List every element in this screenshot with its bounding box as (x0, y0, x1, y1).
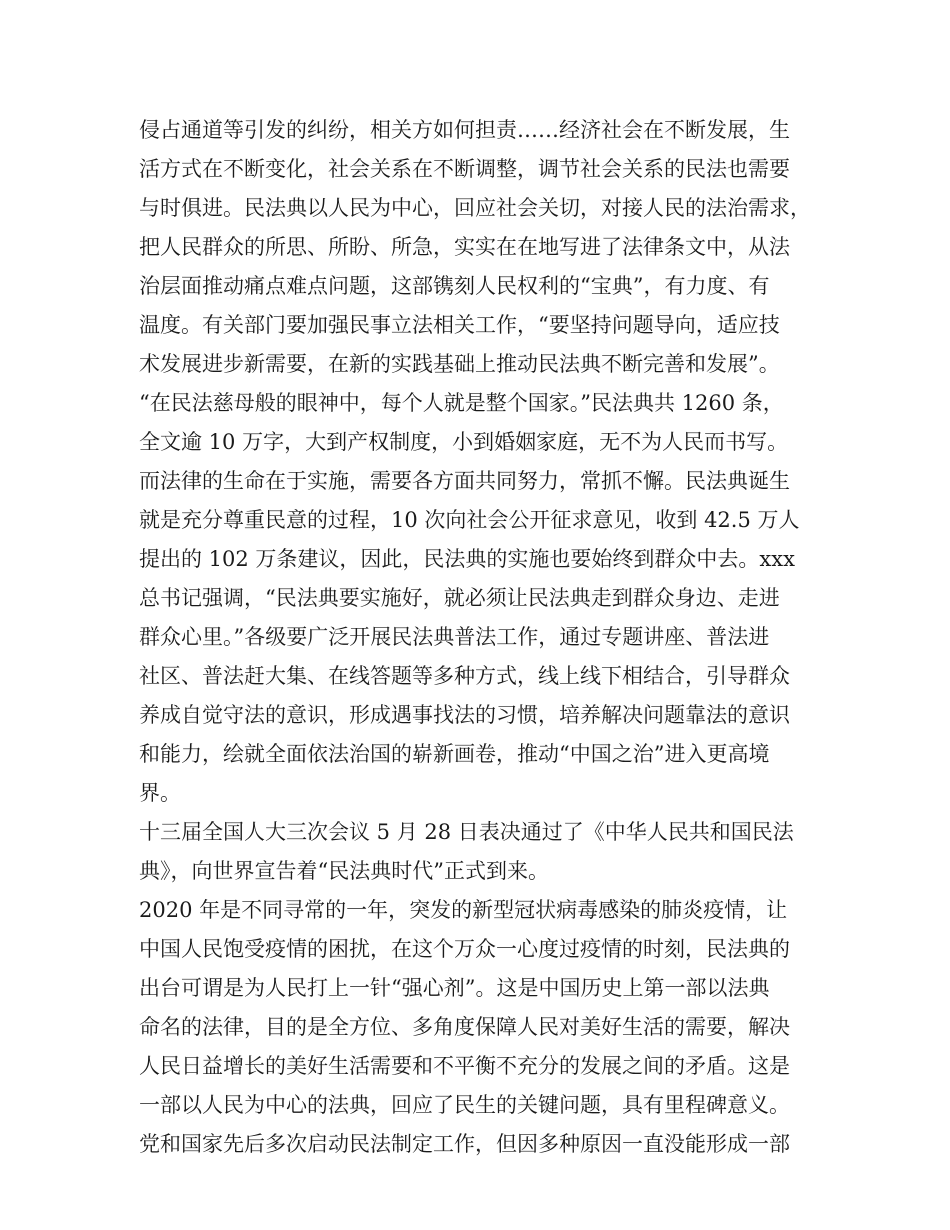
text-line: 温度。有关部门要加强民事立法相关工作，“要坚持问题导向，适应技 (139, 313, 780, 337)
text-line: 党和国家先后多次启动民法制定工作，但因多种原因一直没能形成一部 (139, 1132, 790, 1156)
text-line: 提出的 102 万条建议，因此，民法典的实施也要始终到群众中去。xxx (139, 547, 795, 571)
text-line: 2020 年是不同寻常的一年，突发的新型冠状病毒感染的肺炎疫情，让 (139, 898, 788, 922)
text-line: 出台可谓是为人民打上一针“强心剂”。这是中国历史上第一部以法典 (139, 976, 770, 1000)
text-line: “在民法慈母般的眼神中，每个人就是整个国家。”民法典共 1260 条， (139, 391, 784, 415)
text-line: 一部以人民为中心的法典，回应了民生的关键问题，具有里程碑意义。 (139, 1093, 790, 1117)
text-line: 而法律的生命在于实施，需要各方面共同努力，常抓不懈。民法典诞生 (139, 469, 790, 493)
text-line: 社区、普法赶大集、在线答题等多种方式，线上线下相结合，引导群众 (139, 664, 790, 688)
text-line: 和能力，绘就全面依法治国的崭新画卷，推动“中国之治”进入更高境 (139, 742, 770, 766)
text-line: 养成自觉守法的意识，形成遇事找法的习惯，培养解决问题靠法的意识 (139, 703, 790, 727)
text-line: 全文逾 10 万字，大到产权制度，小到婚姻家庭，无不为人民而书写。 (139, 430, 789, 454)
text-line: 十三届全国人大三次会议 5 月 28 日表决通过了《中华人民共和国民法 (139, 820, 794, 844)
text-line: 群众心里。”各级要广泛开展民法典普法工作，通过专题讲座、普法进 (139, 625, 770, 649)
text-line: 就是充分尊重民意的过程，10 次向社会公开征求意见，收到 42.5 万人 (139, 508, 800, 532)
text-line: 总书记强调，“民法典要实施好，就必须让民法典走到群众身边、走进 (139, 586, 780, 610)
text-line: 术发展进步新需要，在新的实践基础上推动民法典不断完善和发展”。 (139, 352, 780, 376)
text-line: 把人民群众的所思、所盼、所急，实实在在地写进了法律条文中，从法 (139, 235, 790, 259)
text-line: 人民日益增长的美好生活需要和不平衡不充分的发展之间的矛盾。这是 (139, 1054, 790, 1078)
body-text (139, 111, 839, 1164)
text-line: 侵占通道等引发的纠纷，相关方如何担责……经济社会在不断发展，生 (139, 118, 790, 142)
text-line: 与时俱进。民法典以人民为中心，回应社会关切，对接人民的法治需求， (139, 196, 811, 220)
text-line: 命名的法律，目的是全方位、多角度保障人民对美好生活的需要，解决 (139, 1015, 790, 1039)
text-line: 治层面推动痛点难点问题，这部镌刻人民权利的“宝典”，有力度、有 (139, 274, 770, 298)
text-line: 活方式在不断变化，社会关系在不断调整，调节社会关系的民法也需要 (139, 157, 790, 181)
text-line: 中国人民饱受疫情的困扰，在这个万众一心度过疫情的时刻，民法典的 (139, 937, 790, 961)
text-line: 界。 (139, 781, 181, 805)
text-line: 典》，向世界宣告着“民法典时代”正式到来。 (139, 859, 549, 883)
